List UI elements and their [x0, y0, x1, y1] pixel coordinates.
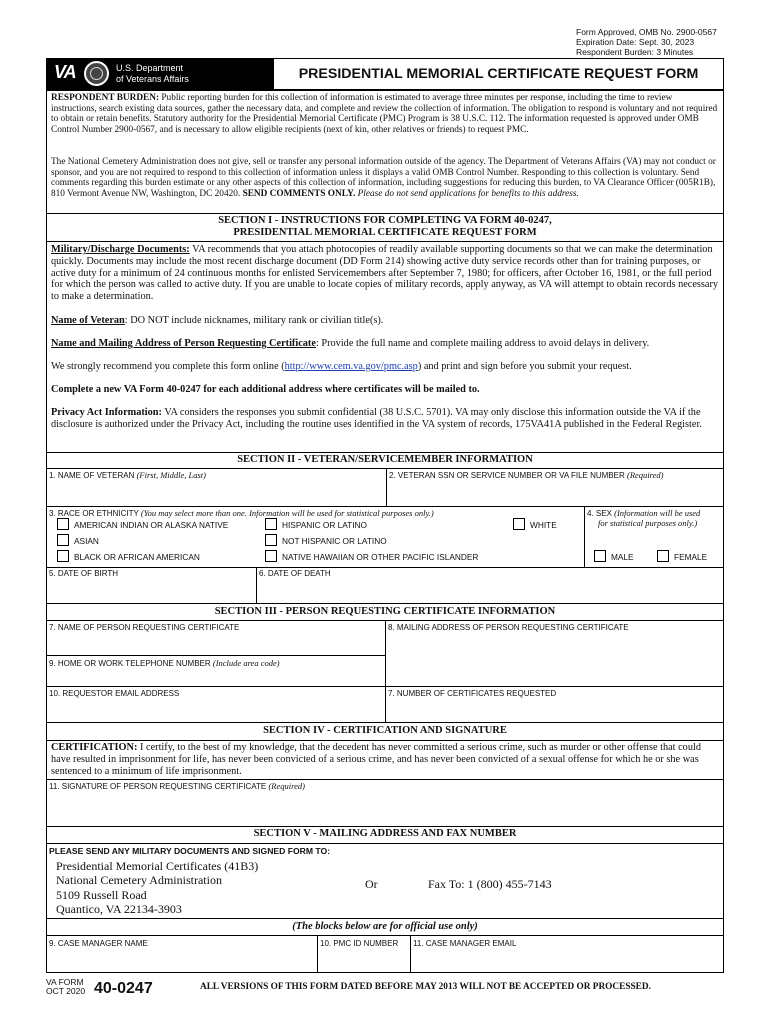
respondent-burden: Respondent Burden: 3 Minutes	[576, 47, 694, 57]
address-line-3: 5109 Russell Road	[56, 887, 147, 902]
certificates-count-label: 7. NUMBER OF CERTIFICATES REQUESTED	[388, 689, 557, 698]
pmc-online-link[interactable]: http://www.cem.va.gov/pmc.asp	[284, 361, 418, 372]
form-title-box	[273, 58, 724, 90]
section-4-title: SECTION IV - CERTIFICATION AND SIGNATURE	[263, 725, 507, 736]
checkbox-female[interactable]	[657, 550, 669, 562]
certification-paragraph: CERTIFICATION: I certify, to the best of my knowledge, that the decedent has never committed a serious crime, such as murder or other offense that could have resulted in imprisonment for life, has never been convicted of a serious crime, and has never been convicted of a sexual offense for which he or she was sentenced to a minimum of life imprisonment.	[51, 742, 701, 777]
option-asian: ASIAN	[74, 536, 99, 546]
veteran-ssn-label: 2. VETERAN SSN OR SERVICE NUMBER OR VA FILE NUMBER (Required)	[389, 470, 664, 480]
official-use-note: (The blocks below are for official use only)	[292, 921, 478, 932]
option-american-indian: AMERICAN INDIAN OR ALASKA NATIVE	[74, 520, 229, 530]
mailing-address	[56, 859, 258, 917]
section-5-title: SECTION V - MAILING ADDRESS AND FAX NUMBER	[253, 828, 517, 839]
requester-name-field[interactable]	[47, 634, 384, 655]
fax-number: Fax To: 1 (800) 455-7143	[428, 877, 552, 891]
race-ethnicity-label: 3. RACE OR ETHNICITY (You may select more than one. Information will be used for statistical purposes only.)	[49, 508, 434, 518]
checkbox-hispanic[interactable]	[265, 518, 277, 530]
footer-form-id: VA FORM OCT 2020	[46, 977, 86, 996]
address-line-1: Presidential Memorial Certificates (41B3)	[56, 859, 259, 873]
date-of-death-label: 6. DATE OF DEATH	[259, 569, 331, 578]
address-line-4: Quantico, VA 22134-3903	[56, 902, 182, 917]
requester-address-instruction: Name and Mailing Address of Person Requesting Certificate: Provide the full name and complete mailing address to avoid delays in delivery.	[51, 338, 650, 349]
department-name: U.S. Department of Veterans Affairs	[116, 63, 189, 84]
omb-number: Form Approved, OMB No. 2900-0567	[576, 27, 717, 37]
checkbox-american-indian[interactable]	[57, 518, 69, 530]
expiration-date: Expiration Date: Sept. 30, 2023	[576, 37, 695, 47]
date-of-death-field[interactable]	[257, 580, 723, 602]
option-hawaiian: NATIVE HAWAIIAN OR OTHER PACIFIC ISLANDER	[282, 552, 479, 562]
checkbox-hawaiian[interactable]	[265, 550, 277, 562]
omb-info	[576, 27, 717, 57]
form-title: PRESIDENTIAL MEMORIAL CERTIFICATE REQUEST FORM	[298, 66, 699, 82]
option-female: FEMALE	[674, 552, 708, 562]
or-text: Or	[365, 877, 378, 891]
online-recommendation: We strongly recommend you complete this form online (http://www.cem.va.gov/pmc.asp) and print and sign before you submit your request.	[51, 361, 632, 372]
telephone-field[interactable]	[47, 669, 384, 685]
send-documents-label: PLEASE SEND ANY MILITARY DOCUMENTS AND SIGNED FORM TO:	[49, 846, 331, 856]
checkbox-not-hispanic[interactable]	[265, 534, 277, 546]
requester-email-field[interactable]	[47, 700, 384, 721]
signature-label: 11. SIGNATURE OF PERSON REQUESTING CERTIFICATE (Required)	[49, 781, 305, 791]
option-male: MALE	[611, 552, 634, 562]
certificates-count-field[interactable]	[386, 700, 723, 721]
veteran-name-label: 1. NAME OF VETERAN (First, Middle, Last)	[49, 470, 206, 480]
requester-address-label: 8. MAILING ADDRESS OF PERSON REQUESTING CERTIFICATE	[388, 623, 629, 632]
requester-name-label: 7. NAME OF PERSON REQUESTING CERTIFICATE	[49, 623, 240, 632]
option-white: WHITE	[530, 520, 557, 530]
section-3-title: SECTION III - PERSON REQUESTING CERTIFICATE INFORMATION	[214, 606, 556, 617]
requester-address-field[interactable]	[386, 634, 723, 685]
military-documents-paragraph: Military/Discharge Documents: VA recommends that you attach photocopies of readily available supporting documents so that we can make the determination quickly. Documents may include the most recent discharge document (DD Form 214) showing active duty service records other than for training purposes, or active duty for a minimum of 24 continuous months for enlisted Servicemembers after September 7, 1980; for officers, after October 16, 1981, or the full period for which the person was called to active duty. If you are unable to locate copies of military records, apply anyway, as VA will attempt to obtain records necessary to make a determination.	[51, 244, 719, 303]
footer-form-number: 40-0247	[94, 980, 153, 997]
sex-label: 4. SEX (Information will be used	[587, 508, 701, 518]
date-of-birth-field[interactable]	[47, 580, 255, 602]
privacy-act-paragraph: Privacy Act Information: VA considers the responses you submit confidential (38 U.S.C. 5701). VA may only disclose this information outside the VA if the disclosure is authorized under the Privacy Act, including the routine uses identified in the VA system of records, 175VA41A published in the Federal Register.	[51, 407, 702, 430]
pmc-id-label: 10. PMC ID NUMBER	[320, 939, 399, 948]
address-line-2: National Cemetery Administration	[56, 873, 222, 888]
va-logo	[46, 58, 273, 90]
option-black: BLACK OR AFRICAN AMERICAN	[74, 552, 200, 562]
section-1-title: SECTION I - INSTRUCTIONS FOR COMPLETING VA FORM 40-0247, PRESIDENTIAL MEMORIAL CERTIFICATE REQUEST FORM	[218, 215, 552, 238]
section-2-title: SECTION II - VETERAN/SERVICEMEMBER INFORMATION	[237, 454, 533, 465]
telephone-label: 9. HOME OR WORK TELEPHONE NUMBER (Include area code)	[49, 658, 280, 668]
date-of-birth-label: 5. DATE OF BIRTH	[49, 569, 119, 578]
checkbox-male[interactable]	[594, 550, 606, 562]
va-seal-icon	[84, 61, 109, 86]
checkbox-asian[interactable]	[57, 534, 69, 546]
footer-version-note: ALL VERSIONS OF THIS FORM DATED BEFORE MAY 2013 WILL NOT BE ACCEPTED OR PROCESSED.	[200, 982, 651, 992]
veteran-name-field[interactable]	[47, 481, 385, 505]
complete-new-form-note: Complete a new VA Form 40-0247 for each additional address where certificates will be mailed to.	[51, 384, 480, 395]
checkbox-white[interactable]	[513, 518, 525, 530]
veteran-ssn-field[interactable]	[387, 481, 723, 505]
case-manager-email-label: 11. CASE MANAGER EMAIL	[413, 939, 517, 948]
option-hispanic: HISPANIC OR LATINO	[282, 520, 367, 530]
case-manager-name-label: 9. CASE MANAGER NAME	[49, 939, 148, 948]
name-of-veteran-instruction: Name of Veteran: DO NOT include nicknames, military rank or civilian title(s).	[51, 315, 384, 326]
signature-field[interactable]	[47, 792, 723, 825]
respondent-burden-paragraph: RESPONDENT BURDEN: Public reporting burden for this collection of information is estimated to average three minutes per response, including the time to review instructions, search existing data sources, gather the necessary data, and complete and review the collection of information. The obligation to respond is voluntary and not required to obtain or retain benefits. Statutory authority for the Presidential Memorial Certificate (PMC) Program is 38 U.S.C. 112. The information requested is approved under OMB Control Number 2900-0567, and is necessary to allow eligible recipients (next of kin, other relatives or friends) to request PMC.	[51, 93, 718, 135]
sex-hint: for statistical purposes only.)	[598, 518, 698, 528]
option-not-hispanic: NOT HISPANIC OR LATINO	[282, 536, 387, 546]
requester-email-label: 10. REQUESTOR EMAIL ADDRESS	[49, 689, 180, 698]
va-letters: VA	[54, 62, 76, 82]
checkbox-black[interactable]	[57, 550, 69, 562]
nca-privacy-paragraph: The National Cemetery Administration does not give, sell or transfer any personal information outside of the agency. The Department of Veterans Affairs (VA) may not conduct or sponsor, and you are not required to respond to this collection of information unless it displays a valid OMB Control Number. Responding to this collection is voluntary. Send comments regarding this burden estimate or any other aspects of this collection of information, including suggestions for reducing this burden, to VA Clearance Officer (005R1B), 810 Vermont Avenue NW, Washington, DC 20420. SEND COMMENTS ONLY. Please do not send applications for benefits to this address.	[51, 157, 716, 199]
